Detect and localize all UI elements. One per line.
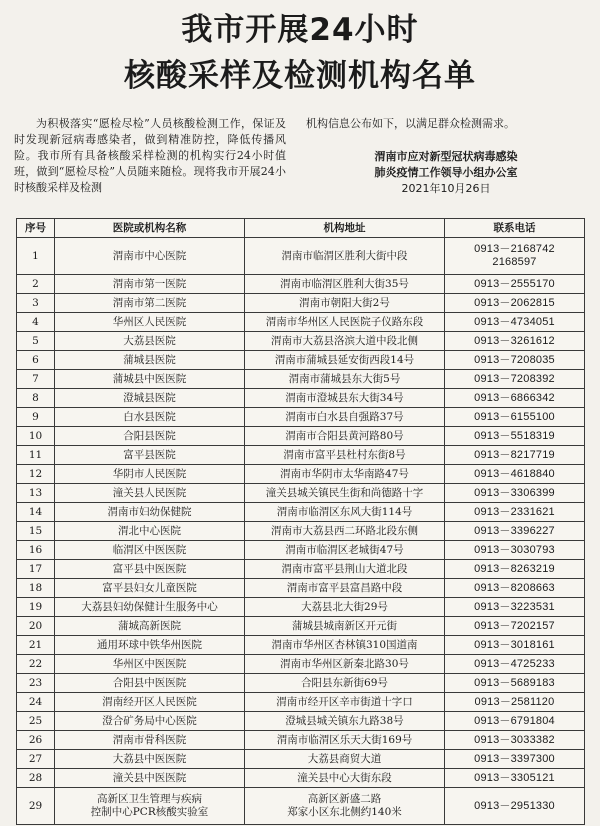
cell-address	[245, 579, 445, 598]
cell-address-text: 大荔县商贸大道	[307, 752, 382, 765]
cell-index-text: 2	[32, 277, 39, 290]
cell-name-text: 大荔县妇幼保健计生服务中心	[81, 600, 218, 613]
intro-paragraph: 为积极落实“愿检尽检”人员核酸检测工作，保证及时发现新冠病毒感染者，做到精准防控，降低传播风险。我市所有具备核酸采样检测的机构实行24小时值班，做到“愿检尽检”人员随来随检。现将我市开展24小时核酸采样及检测	[14, 117, 286, 194]
cell-index-text: 22	[28, 657, 43, 670]
cell-phone-text: 0913－3223531	[474, 600, 555, 613]
cell-phone-text: 0913－3305121	[474, 771, 555, 784]
cell-index	[17, 332, 55, 351]
table-row	[17, 579, 585, 598]
cell-index	[17, 313, 55, 332]
cell-index-text: 14	[28, 505, 43, 518]
cell-phone-text: 0913－7208392	[474, 372, 555, 385]
cell-phone	[445, 351, 585, 370]
cell-address	[245, 446, 445, 465]
cell-index	[17, 238, 55, 275]
cell-index-text: 29	[28, 799, 43, 812]
cell-index-text: 24	[28, 695, 43, 708]
cell-index	[17, 731, 55, 750]
cell-name	[55, 408, 245, 427]
table-row	[17, 275, 585, 294]
cell-address	[245, 465, 445, 484]
cell-phone-text: 0913－7208035	[474, 353, 555, 366]
cell-name-text: 渭南市妇幼保健院	[107, 505, 192, 518]
cell-name	[55, 560, 245, 579]
page-title-line1: 我市开展24小时	[181, 12, 419, 48]
cell-index	[17, 693, 55, 712]
cell-address	[245, 351, 445, 370]
cell-name	[55, 446, 245, 465]
cell-phone	[445, 750, 585, 769]
table-row	[17, 389, 585, 408]
cell-index-text: 27	[28, 752, 43, 765]
cell-address-text: 渭南市华州区人民医院子仪路东段	[265, 315, 424, 328]
cell-name-text: 合阳县中医医院	[112, 676, 187, 689]
cell-name	[55, 693, 245, 712]
cell-address-text: 渭南市蒲城县东大街5号	[288, 372, 401, 385]
cell-index-text: 3	[32, 296, 39, 309]
cell-phone	[445, 560, 585, 579]
cell-address-text: 渭南市临渭区胜利大街35号	[280, 277, 409, 290]
cell-name-text: 渭南市中心医院	[112, 249, 187, 262]
cell-index	[17, 750, 55, 769]
cell-phone	[445, 598, 585, 617]
cell-index-text: 10	[28, 429, 43, 442]
cell-name	[55, 465, 245, 484]
cell-phone-text: 0913－7202157	[474, 619, 555, 632]
cell-index-text: 16	[28, 543, 43, 556]
cell-address	[245, 408, 445, 427]
table-row	[17, 598, 585, 617]
cell-address	[245, 693, 445, 712]
cell-address-text: 渭南市蒲城县延安街西段14号	[274, 353, 415, 366]
cell-name-text: 富平县妇女儿童医院	[102, 581, 197, 594]
table-header-row	[17, 219, 585, 238]
cell-phone	[445, 465, 585, 484]
cell-address-text: 渭南市大荔县洛滨大道中段北侧	[271, 334, 418, 347]
header-address: 机构地址	[245, 219, 445, 238]
issuer-line1: 渭南市应对新型冠状病毒感染	[374, 150, 518, 163]
cell-phone	[445, 370, 585, 389]
cell-phone	[445, 655, 585, 674]
cell-index	[17, 769, 55, 788]
cell-index-text: 25	[28, 714, 43, 727]
cell-address-text: 渭南市大荔县西二环路北段东侧	[271, 524, 418, 537]
cell-name	[55, 541, 245, 560]
cell-index-text: 23	[28, 676, 43, 689]
cell-phone-text: 0913－6791804	[474, 714, 555, 727]
cell-index	[17, 541, 55, 560]
table-row	[17, 503, 585, 522]
table-row	[17, 655, 585, 674]
cell-phone-text: 0913－8217719	[474, 448, 555, 461]
table-row	[17, 541, 585, 560]
table-row	[17, 238, 585, 275]
cell-address	[245, 560, 445, 579]
cell-index	[17, 712, 55, 731]
cell-name-text: 蒲城高新医院	[118, 619, 181, 632]
table-row	[17, 294, 585, 313]
cell-name	[55, 750, 245, 769]
cell-name-text: 通用环球中铁华州医院	[97, 638, 202, 651]
cell-name	[55, 712, 245, 731]
cell-index-text: 15	[28, 524, 43, 537]
cell-phone	[445, 712, 585, 731]
cell-phone	[445, 332, 585, 351]
cell-index	[17, 484, 55, 503]
cell-name-text: 控制中心PCR核酸实验室	[90, 806, 209, 818]
cell-address	[245, 503, 445, 522]
cell-name	[55, 313, 245, 332]
cell-name	[55, 617, 245, 636]
table-row	[17, 484, 585, 503]
cell-phone	[445, 484, 585, 503]
cell-name-text: 潼关县人民医院	[112, 486, 187, 499]
cell-phone	[445, 636, 585, 655]
cell-phone	[445, 446, 585, 465]
cell-name	[55, 427, 245, 446]
cell-name-text: 渭南经开区人民医院	[102, 695, 197, 708]
table-row	[17, 370, 585, 389]
cell-address-text: 渭南市华阴市太华南路47号	[280, 467, 409, 480]
cell-address	[245, 617, 445, 636]
cell-phone	[445, 522, 585, 541]
cell-phone	[445, 693, 585, 712]
cell-phone-text: 0913－6155100	[474, 410, 555, 423]
cell-index-text: 28	[28, 771, 43, 784]
cell-address-text: 潼关县城关镇民生街和尚德路十字	[265, 486, 424, 499]
cell-phone	[445, 427, 585, 446]
cell-address-text: 潼关县中心大街东段	[297, 771, 392, 784]
cell-address	[245, 731, 445, 750]
cell-phone	[445, 788, 585, 825]
cell-name	[55, 370, 245, 389]
cell-name-text: 蒲城县医院	[123, 353, 176, 366]
cell-index	[17, 408, 55, 427]
cell-address	[245, 484, 445, 503]
cell-address-text: 渭南市白水县自强路37号	[285, 410, 404, 423]
cell-index-text: 17	[28, 562, 43, 575]
intro-continuation: 机构信息公布如下，以满足群众检测需求。	[306, 117, 515, 130]
cell-name-text: 澄城县医院	[123, 391, 176, 404]
cell-address	[245, 313, 445, 332]
table-row	[17, 712, 585, 731]
cell-index-text: 18	[28, 581, 43, 594]
cell-address-text: 渭南市华州区杏林镇310国道南	[271, 638, 418, 651]
issuer-block	[306, 149, 586, 197]
table-row	[17, 465, 585, 484]
cell-index-text: 11	[28, 448, 43, 461]
cell-name-text: 临渭区中医医院	[112, 543, 187, 556]
cell-name-text: 大荔县医院	[123, 334, 176, 347]
table-row	[17, 332, 585, 351]
cell-index-text: 20	[28, 619, 43, 632]
table-row	[17, 769, 585, 788]
cell-index-text: 12	[28, 467, 43, 480]
cell-phone-text: 2168597	[492, 256, 537, 268]
cell-name-text: 富平县医院	[123, 448, 176, 461]
intro-right-column	[306, 116, 586, 195]
cell-address-text: 渭南市华州区新秦北路30号	[280, 657, 409, 670]
cell-address-text: 渭南市富平县富昌路中段	[286, 581, 403, 594]
table-row	[17, 788, 585, 825]
table-row	[17, 731, 585, 750]
cell-name-text: 华州区人民医院	[112, 315, 187, 328]
issue-date: 2021年10月26日	[401, 182, 491, 195]
cell-name	[55, 275, 245, 294]
cell-phone-text: 0913－2331621	[474, 505, 555, 518]
cell-index	[17, 351, 55, 370]
cell-address-text: 蒲城县城南新区开元街	[292, 619, 397, 632]
cell-index	[17, 294, 55, 313]
cell-name	[55, 598, 245, 617]
cell-name	[55, 503, 245, 522]
cell-address-text: 渭南市临渭区老城街47号	[285, 543, 404, 556]
cell-name	[55, 351, 245, 370]
cell-address-text: 合阳县东新街69号	[301, 676, 388, 689]
cell-name-text: 渭南市第一医院	[112, 277, 187, 290]
cell-name-text: 白水县医院	[123, 410, 176, 423]
cell-index-text: 1	[32, 249, 39, 262]
cell-phone	[445, 238, 585, 275]
cell-index	[17, 617, 55, 636]
cell-index	[17, 275, 55, 294]
table-row	[17, 617, 585, 636]
cell-address	[245, 788, 445, 825]
cell-name-text: 澄合矿务局中心医院	[102, 714, 197, 727]
cell-name-text: 合阳县医院	[123, 429, 176, 442]
cell-name-text: 渭北中心医院	[118, 524, 181, 537]
cell-phone-text: 0913－3396227	[474, 524, 555, 537]
cell-name-text: 大荔县中医医院	[112, 752, 187, 765]
cell-index-text: 5	[32, 334, 39, 347]
cell-address-text: 渭南市朝阳大街2号	[299, 296, 390, 309]
cell-name	[55, 484, 245, 503]
cell-name	[55, 238, 245, 275]
cell-name	[55, 788, 245, 825]
cell-index	[17, 465, 55, 484]
table-row	[17, 636, 585, 655]
table-row	[17, 313, 585, 332]
header-phone: 联系电话	[445, 219, 585, 238]
cell-address	[245, 275, 445, 294]
cell-index-text: 6	[32, 353, 39, 366]
cell-phone-text: 0913－2168742	[474, 243, 555, 255]
cell-phone-text: 0913－3030793	[474, 543, 555, 556]
cell-address-text: 郑家小区东北侧约140米	[287, 806, 402, 818]
cell-phone-text: 0913－4734051	[474, 315, 555, 328]
cell-address	[245, 522, 445, 541]
cell-name-text: 高新区卫生管理与疾病	[97, 793, 202, 805]
cell-name-text: 华阴市人民医院	[112, 467, 187, 480]
cell-phone-text: 0913－2951330	[474, 799, 555, 812]
table-body	[17, 238, 585, 825]
cell-address	[245, 598, 445, 617]
table-row	[17, 560, 585, 579]
cell-address	[245, 294, 445, 313]
cell-phone-text: 0913－8263219	[474, 562, 555, 575]
table-row	[17, 693, 585, 712]
cell-phone-text: 0913－2062815	[474, 296, 555, 309]
table-row	[17, 750, 585, 769]
cell-index-text: 26	[28, 733, 43, 746]
cell-name-text: 富平县中医医院	[112, 562, 187, 575]
cell-phone	[445, 579, 585, 598]
cell-address	[245, 389, 445, 408]
cell-phone	[445, 731, 585, 750]
cell-address	[245, 712, 445, 731]
cell-phone	[445, 389, 585, 408]
table-row	[17, 351, 585, 370]
cell-address-text: 高新区新盛二路	[307, 793, 382, 805]
cell-address-text: 渭南市临渭区胜利大街中段	[281, 249, 408, 262]
cell-phone	[445, 408, 585, 427]
cell-name	[55, 389, 245, 408]
cell-index-text: 4	[32, 315, 39, 328]
cell-phone	[445, 313, 585, 332]
cell-phone-text: 0913－3397300	[474, 752, 555, 765]
intro-section	[14, 116, 586, 212]
cell-index	[17, 788, 55, 825]
cell-name-text: 渭南市骨科医院	[112, 733, 187, 746]
cell-index	[17, 446, 55, 465]
cell-address-text: 渭南市经开区辛市街道十字口	[276, 695, 413, 708]
cell-address-text: 渭南市合阳县黄河路80号	[285, 429, 404, 442]
cell-index-text: 19	[28, 600, 43, 613]
cell-index	[17, 427, 55, 446]
cell-name-text: 渭南市第二医院	[112, 296, 187, 309]
cell-phone-text: 0913－3033382	[474, 733, 555, 746]
cell-address-text: 渭南市富平县杜村东街8号	[283, 448, 406, 461]
cell-address-text: 渭南市临渭区东风大街114号	[276, 505, 413, 518]
table-row	[17, 674, 585, 693]
cell-index	[17, 655, 55, 674]
cell-phone-text: 0913－3018161	[474, 638, 555, 651]
cell-address	[245, 750, 445, 769]
cell-index	[17, 674, 55, 693]
cell-phone-text: 0913－5689183	[474, 676, 555, 689]
cell-index	[17, 560, 55, 579]
cell-name	[55, 769, 245, 788]
cell-name-text: 华州区中医医院	[112, 657, 187, 670]
table-row	[17, 408, 585, 427]
table-row	[17, 522, 585, 541]
cell-name	[55, 332, 245, 351]
cell-phone	[445, 503, 585, 522]
cell-address-text: 渭南市富平县荆山大道北段	[281, 562, 408, 575]
cell-address	[245, 427, 445, 446]
cell-address	[245, 332, 445, 351]
cell-phone-text: 0913－4725233	[474, 657, 555, 670]
institution-table	[16, 218, 585, 825]
cell-phone	[445, 769, 585, 788]
cell-address	[245, 238, 445, 275]
cell-index	[17, 503, 55, 522]
cell-phone	[445, 541, 585, 560]
cell-phone-text: 0913－3306399	[474, 486, 555, 499]
cell-address	[245, 636, 445, 655]
cell-name	[55, 294, 245, 313]
cell-index-text: 8	[32, 391, 39, 404]
cell-phone	[445, 674, 585, 693]
cell-address-text: 大荔县北大街29号	[301, 600, 388, 613]
cell-name	[55, 636, 245, 655]
cell-address	[245, 541, 445, 560]
cell-name	[55, 655, 245, 674]
cell-index-text: 9	[32, 410, 39, 423]
issuer-line2: 肺炎疫情工作领导小组办公室	[374, 166, 518, 179]
page-title-line2: 核酸采样及检测机构名单	[124, 58, 476, 94]
cell-address-text: 澄城县城关镇东九路38号	[285, 714, 404, 727]
cell-address	[245, 370, 445, 389]
intro-left-column	[14, 116, 286, 196]
cell-phone-text: 0913－5518319	[474, 429, 555, 442]
cell-index	[17, 598, 55, 617]
cell-index-text: 13	[28, 486, 43, 499]
cell-name	[55, 674, 245, 693]
cell-name-text: 潼关县中医医院	[112, 771, 187, 784]
cell-phone	[445, 617, 585, 636]
header-name: 医院或机构名称	[55, 219, 245, 238]
cell-address-text: 渭南市临渭区乐天大街169号	[276, 733, 413, 746]
cell-name	[55, 579, 245, 598]
cell-name	[55, 522, 245, 541]
cell-phone-text: 0913－2555170	[474, 277, 555, 290]
cell-index	[17, 522, 55, 541]
cell-phone-text: 0913－3261612	[474, 334, 555, 347]
cell-index	[17, 636, 55, 655]
cell-index-text: 21	[28, 638, 43, 651]
cell-phone-text: 0913－4618840	[474, 467, 555, 480]
cell-name-text: 蒲城县中医医院	[112, 372, 187, 385]
cell-phone	[445, 275, 585, 294]
cell-index	[17, 389, 55, 408]
cell-index-text: 7	[32, 372, 39, 385]
cell-index	[17, 579, 55, 598]
header-index: 序号	[17, 219, 55, 238]
cell-address-text: 渭南市澄城县东大街34号	[285, 391, 404, 404]
cell-phone	[445, 294, 585, 313]
cell-index	[17, 370, 55, 389]
cell-phone-text: 0913－8208663	[474, 581, 555, 594]
cell-name	[55, 731, 245, 750]
cell-phone-text: 0913－6866342	[474, 391, 555, 404]
table-row	[17, 427, 585, 446]
cell-phone-text: 0913－2581120	[474, 695, 555, 708]
cell-address	[245, 674, 445, 693]
cell-address	[245, 655, 445, 674]
table-row	[17, 446, 585, 465]
cell-address	[245, 769, 445, 788]
